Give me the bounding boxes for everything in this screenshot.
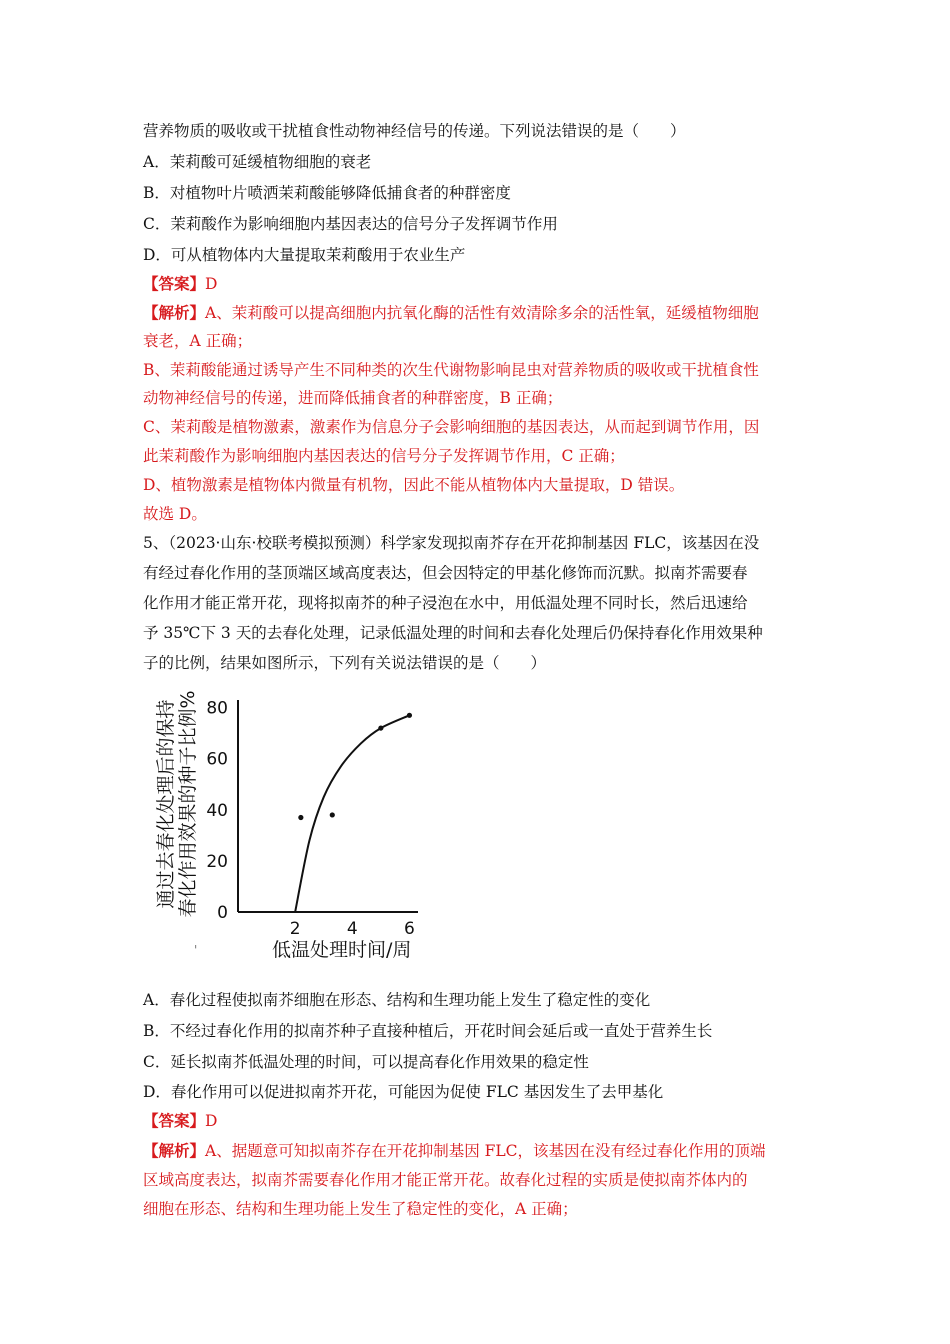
q5-analysis-line: 细胞在形态、结构和生理功能上发生了稳定性的变化，A 正确； [143,1200,578,1218]
q4-stem-line: 营养物质的吸收或干扰植食性动物神经信号的传递。下列说法错误的是（ ） [143,122,686,140]
q5-option-d: D．春化作用可以促进拟南芥开花，可能因为促使 FLC 基因发生了去甲基化 [143,1083,664,1101]
x-tick-label: 6 [404,919,415,939]
chart-axes [238,700,418,912]
x-tick-label: 2 [289,919,301,939]
stray-mark: ' [194,943,198,957]
data-points [298,713,412,820]
data-point [330,812,335,817]
y-axis-label-line1: 通过去春化处理后的保持 [155,699,177,909]
data-point [298,815,303,820]
answer-tag: 【答案】 [143,1111,206,1130]
y-tick-label: 60 [206,749,228,770]
answer-tag: 【答案】 [143,274,206,293]
q4-answer [143,274,217,294]
q5-stem-line: 化作用才能正常开花，现将拟南芥的种子浸泡在水中，用低温处理不同时长，然后迅速给 [143,594,748,612]
y-axis-label-group [155,690,199,917]
q4-analysis-line: C、茉莉酸是植物激素，激素作为信息分子会影响细胞的基因表达，从而起到调节作用，因 [143,418,760,436]
y-axis-label-line2: 春化作用效果的种子比例% [177,690,199,918]
q4-analysis-line: 衰老，A 正确； [143,332,253,350]
data-point [407,713,412,718]
q4-analysis-line [143,303,759,323]
q4-option-a: A．茉莉酸可延缓植物细胞的衰老 [143,153,372,171]
q4-analysis-line: B、茉莉酸能通过诱导产生不同种类的次生代谢物影响昆虫对营养物质的吸收或干扰植食性 [143,361,759,379]
chart-svg [150,686,430,966]
answer-value: D [205,275,218,293]
y-tick-label: 40 [206,800,228,821]
vernalization-chart [150,686,430,966]
analysis-text: A、据题意可知拟南芥存在开花抑制基因 FLC，该基因在没有经过春化作用的顶端 [205,1142,766,1160]
y-tick-label: 80 [206,698,228,719]
answer-value: D [205,1112,218,1130]
q5-stem-line: 有经过春化作用的茎顶端区域高度表达，但会因特定的甲基化修饰而沉默。拟南芥需要春 [143,564,748,582]
q5-stem-line: 予 35℃下 3 天的去春化处理，记录低温处理的时间和去春化处理后仍保持春化作用效果种 [143,624,763,642]
analysis-text: A、茉莉酸可以提高细胞内抗氧化酶的活性有效清除多余的活性氧，延缓植物细胞 [205,304,759,322]
q4-analysis-line: D、植物激素是植物体内微量有机物，因此不能从植物体内大量提取，D 错误。 [143,476,685,494]
q4-option-b: B．对植物叶片喷洒茉莉酸能够降低捕食者的种群密度 [143,184,511,202]
q4-analysis-line: 故选 D。 [143,505,207,523]
x-axis-label: 低温处理时间/周 [272,939,412,961]
q5-answer [143,1111,217,1131]
q5-stem-line: 子的比例，结果如图所示，下列有关说法错误的是（ ） [143,654,547,672]
y-tick-label: 20 [206,851,228,872]
analysis-tag: 【解析】 [143,1141,206,1160]
q5-analysis-line [143,1141,766,1161]
y-tick-label: 0 [217,903,228,923]
analysis-tag: 【解析】 [143,303,206,322]
q5-analysis-line: 区域高度表达，拟南芥需要春化作用才能正常开花。故春化过程的实质是使拟南芥体内的 [143,1171,748,1189]
fit-curve [295,715,409,912]
q5-option-b: B．不经过春化作用的拟南芥种子直接种植后，开花时间会延后或一直处于营养生长 [143,1022,713,1040]
q5-stem-line: 5、（2023·山东·校联考模拟预测）科学家发现拟南芥存在开花抑制基因 FLC，该基因在没 [143,534,760,552]
q5-option-c: C．延长拟南芥低温处理的时间，可以提高春化作用效果的稳定性 [143,1053,589,1071]
q4-analysis-line: 此茉莉酸作为影响细胞内基因表达的信号分子发挥调节作用，C 正确； [143,447,625,465]
data-point [378,725,383,730]
q4-analysis-line: 动物神经信号的传递，进而降低捕食者的种群密度，B 正确； [143,389,563,407]
q4-option-d: D．可从植物体内大量提取茉莉酸用于农业生产 [143,246,466,264]
x-tick-label: 4 [346,919,358,939]
q4-option-c: C．茉莉酸作为影响细胞内基因表达的信号分子发挥调节作用 [143,215,558,233]
q5-option-a: A．春化过程使拟南芥细胞在形态、结构和生理功能上发生了稳定性的变化 [143,991,651,1009]
